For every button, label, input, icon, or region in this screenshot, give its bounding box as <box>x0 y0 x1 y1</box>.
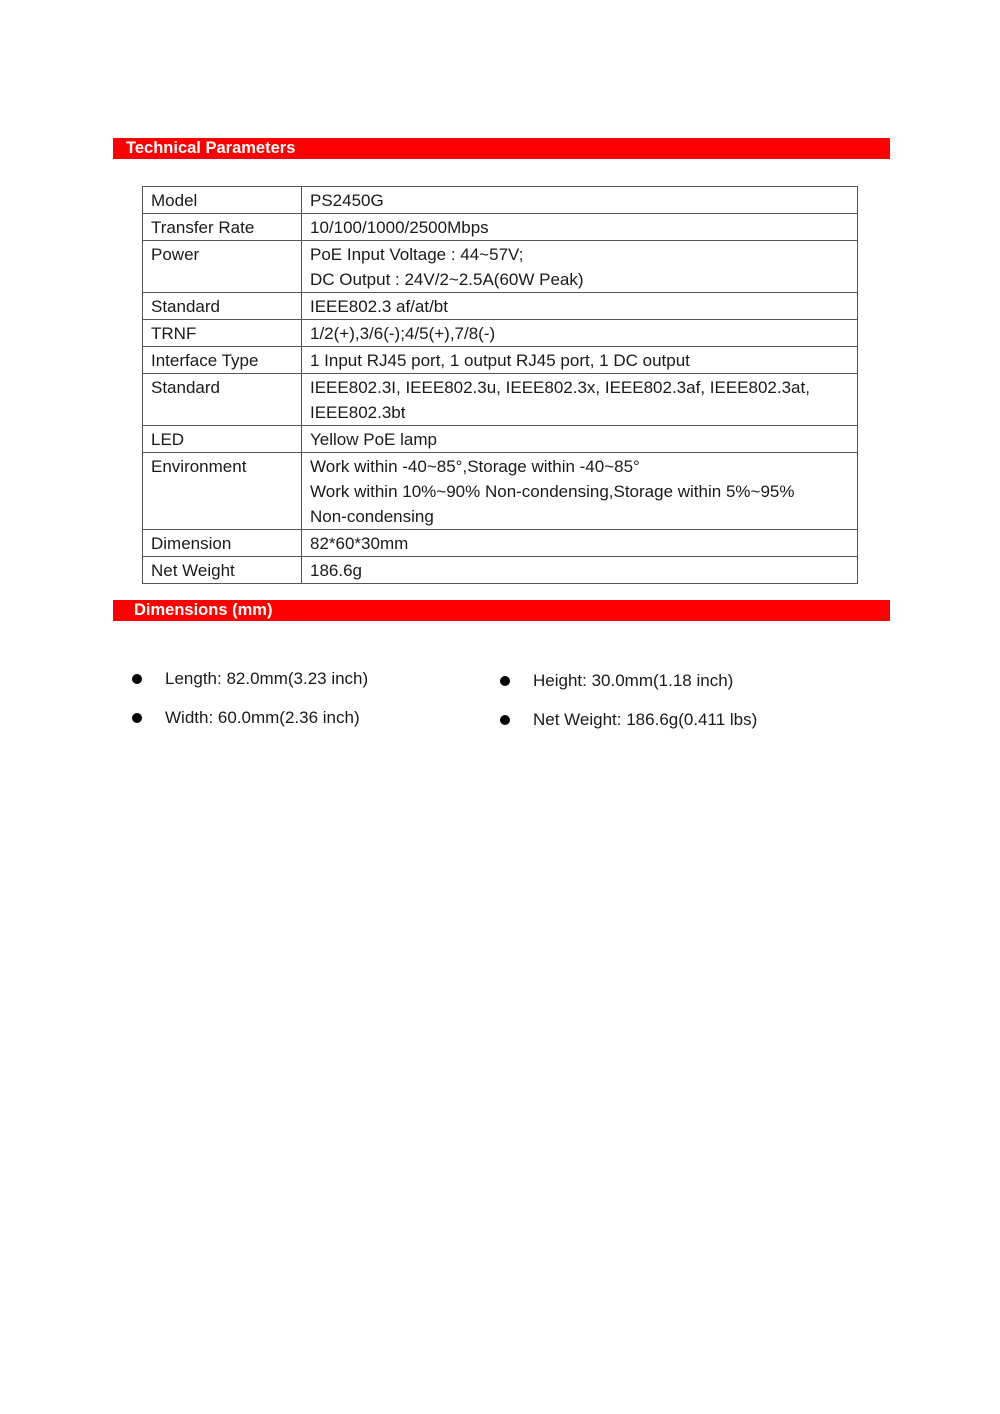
spec-value-line: 186.6g <box>310 561 362 580</box>
spec-value-line: 10/100/1000/2500Mbps <box>310 218 489 237</box>
dimensions-list-left <box>132 667 368 745</box>
spec-label: TRNF <box>143 320 302 347</box>
spec-row <box>143 453 858 530</box>
dimensions-list-right <box>500 669 757 747</box>
spec-row <box>143 347 858 374</box>
spec-value-line: Work within 10%~90% Non-condensing,Storage within 5%~95% <box>310 482 795 501</box>
dimension-text: Width: 60.0mm(2.36 inch) <box>165 708 360 727</box>
dimensions-header: Dimensions (mm) <box>113 600 890 621</box>
spec-value-line: 1 Input RJ45 port, 1 output RJ45 port, 1 DC output <box>310 351 690 370</box>
spec-value-line: IEEE802.3bt <box>310 403 406 422</box>
spec-label: LED <box>143 426 302 453</box>
dimension-text: Net Weight: 186.6g(0.411 lbs) <box>533 710 758 729</box>
spec-table-body <box>143 187 858 584</box>
bullet-icon <box>500 715 510 725</box>
dimension-text: Height: 30.0mm(1.18 inch) <box>533 671 734 690</box>
spec-row <box>143 293 858 320</box>
spec-value <box>302 187 858 214</box>
spec-row <box>143 187 858 214</box>
spec-label: Interface Type <box>143 347 302 374</box>
spec-value-line: Work within -40~85°,Storage within -40~85° <box>310 457 640 476</box>
bullet-icon <box>500 676 510 686</box>
spec-value-line: Yellow PoE lamp <box>310 430 437 449</box>
spec-value-line: DC Output : 24V/2~2.5A(60W Peak) <box>310 270 584 289</box>
spec-value <box>302 374 858 426</box>
spec-label: Model <box>143 187 302 214</box>
spec-value <box>302 530 858 557</box>
spec-value <box>302 426 858 453</box>
spec-label: Dimension <box>143 530 302 557</box>
bullet-icon <box>132 674 142 684</box>
spec-value <box>302 241 858 293</box>
spec-value <box>302 214 858 241</box>
spec-row <box>143 426 858 453</box>
spec-value-line: Non-condensing <box>310 507 434 526</box>
bullet-icon <box>132 713 142 723</box>
spec-value-line: 1/2(+),3/6(-);4/5(+),7/8(-) <box>310 324 496 343</box>
spec-value-line: PS2450G <box>310 191 384 210</box>
dimension-item <box>132 706 368 745</box>
spec-row <box>143 320 858 347</box>
spec-value <box>302 557 858 584</box>
spec-label: Standard <box>143 374 302 426</box>
spec-label: Transfer Rate <box>143 214 302 241</box>
spec-row <box>143 557 858 584</box>
spec-label: Standard <box>143 293 302 320</box>
dimension-item <box>500 708 757 747</box>
spec-value <box>302 453 858 530</box>
dimension-text: Length: 82.0mm(3.23 inch) <box>165 669 369 688</box>
dimension-item <box>132 667 368 706</box>
spec-value <box>302 293 858 320</box>
spec-value-line: 82*60*30mm <box>310 534 409 553</box>
spec-row <box>143 374 858 426</box>
technical-parameters-header: Technical Parameters <box>113 138 890 159</box>
spec-value <box>302 347 858 374</box>
spec-row <box>143 214 858 241</box>
spec-label: Net Weight <box>143 557 302 584</box>
dimension-item <box>500 669 757 708</box>
spec-row <box>143 530 858 557</box>
technical-parameters-table <box>142 186 858 584</box>
spec-row <box>143 241 858 293</box>
spec-value-line: PoE Input Voltage : 44~57V; <box>310 245 524 264</box>
spec-value-line: IEEE802.3 af/at/bt <box>310 297 448 316</box>
spec-label: Environment <box>143 453 302 530</box>
spec-value <box>302 320 858 347</box>
spec-value-line: IEEE802.3I, IEEE802.3u, IEEE802.3x, IEEE802.3af, IEEE802.3at, <box>310 378 810 397</box>
spec-label: Power <box>143 241 302 293</box>
